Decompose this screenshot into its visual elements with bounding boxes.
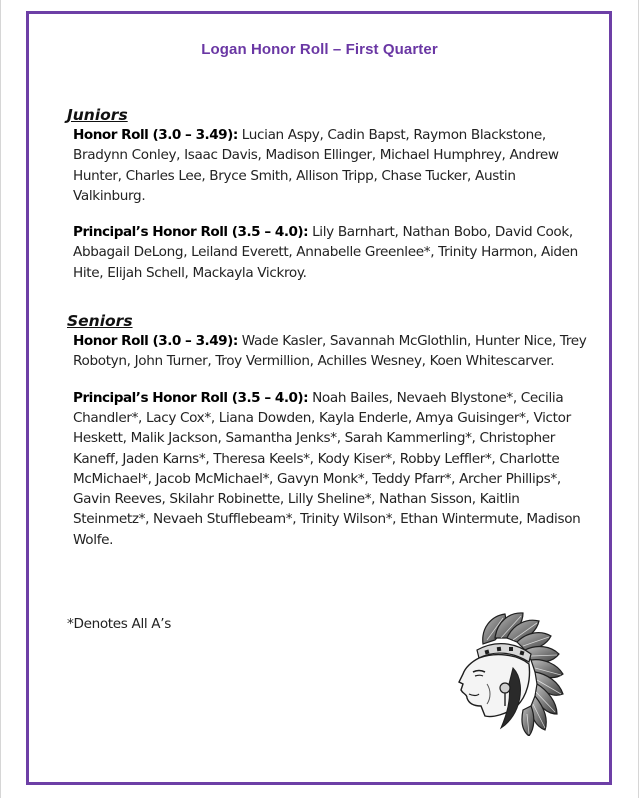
honor-roll-names: Lucian Aspy, Cadin Bapst, Raymon Blackstone, Bradynn Conley, Isaac Davis, Madison Ellinger, Michael Humphrey, Andrew Hunter, Charles Lee, Bryce Smith, Allison Tripp, Chase Tucker, Austin Valkinburg. (73, 127, 559, 204)
honor-roll-label: Honor Roll (3.0 – 3.49): (73, 333, 238, 350)
section-heading: Juniors (67, 106, 128, 124)
section-seniors (67, 311, 587, 550)
principal-honor-roll-paragraph (73, 222, 587, 283)
section-juniors (67, 105, 587, 283)
footnote: *Denotes All A’s (67, 616, 171, 632)
principal-honor-roll-paragraph (73, 388, 587, 550)
principal-honor-roll-label: Principal’s Honor Roll (3.5 – 4.0): (73, 389, 309, 406)
honor-roll-names: Wade Kasler, Savannah McGlothlin, Hunter Nice, Trey Robotyn, John Turner, Troy Vermillion, Achilles Wesney, Koen Whitescarver. (73, 333, 587, 370)
principal-honor-roll-names: Noah Bailes, Nevaeh Blystone*, Cecilia Chandler*, Lacy Cox*, Liana Dowden, Kayla Enderle, Amya Guisinger*, Victor Heskett, Malik Jackson, Samantha Jenks*, Sarah Kammerling*, Christopher Kaneff, Jaden Karns*, Theresa Keels*, Kody Kiser*, Robby Leffler*, Charlotte McMichael*, Jacob McMichael*, Gavyn Monk*, Teddy Pfarr*, Archer Phillips*, Gavin Reeves, Skilahr Robinette, Lilly Sheline*, Nathan Sisson, Kaitlin Steinmetz*, Nevaeh Stufflebeam*, Trinity Wilson*, Ethan Wintermute, Madison Wolfe. (73, 389, 581, 548)
page-title: Logan Honor Roll – First Quarter (201, 41, 438, 58)
native-headdress-mascot-icon (451, 610, 573, 736)
section-heading: Seniors (67, 312, 133, 331)
honor-roll-paragraph (73, 331, 587, 372)
honor-roll-content (67, 105, 587, 550)
honor-roll-paragraph (73, 125, 587, 206)
principal-honor-roll-label: Principal’s Honor Roll (3.5 – 4.0): (73, 224, 309, 241)
honor-roll-label: Honor Roll (3.0 – 3.49): (73, 127, 238, 143)
principal-honor-roll-names: Lily Barnhart, Nathan Bobo, David Cook, Abbagail DeLong, Leiland Everett, Annabelle Greenlee*, Trinity Harmon, Aiden Hite, Elijah Schell, Mackayla Vickroy. (73, 224, 578, 281)
